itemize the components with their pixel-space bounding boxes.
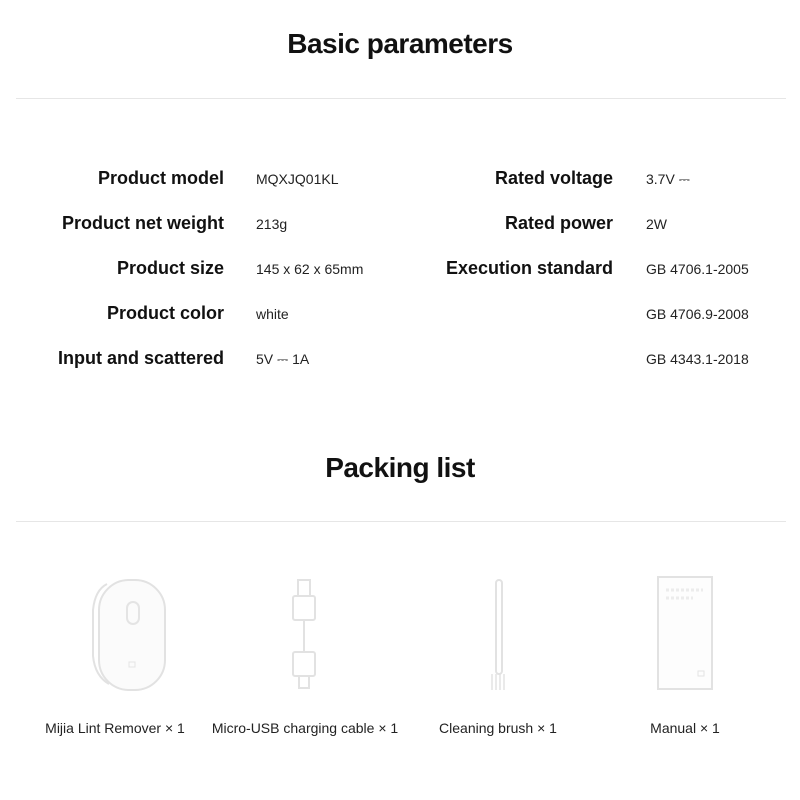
param-value-row <box>646 256 796 282</box>
param-label-row <box>420 166 613 192</box>
param-label: Product model <box>97 168 224 188</box>
param-label-row <box>420 211 613 237</box>
param-label-row <box>0 256 224 282</box>
param-value: 2W <box>646 216 667 232</box>
param-value-row <box>646 301 796 327</box>
divider <box>16 98 786 99</box>
param-label-row <box>0 211 224 237</box>
packing-item-usb-cable <box>205 560 405 760</box>
param-value: GB 4706.9-2008 <box>646 306 749 322</box>
manual-icon <box>585 560 785 710</box>
param-label: Rated power <box>504 213 613 233</box>
packing-item-label: Micro-USB charging cable × 1 <box>211 720 399 736</box>
param-value: GB 4343.1-2018 <box>646 351 749 367</box>
param-value: 5V ⎓ 1A <box>256 351 310 367</box>
packing-item-label: Mijia Lint Remover × 1 <box>45 720 185 736</box>
packing-item-label: Manual × 1 <box>650 720 720 736</box>
packing-item-manual <box>585 560 785 760</box>
cleaning-brush-icon <box>398 560 598 710</box>
packing-list-title: Packing list <box>325 452 475 483</box>
param-value: 3.7V ⎓ <box>646 171 690 187</box>
param-value-row <box>256 346 436 372</box>
param-label-row <box>0 346 224 372</box>
param-label: Product size <box>116 258 224 278</box>
param-label: Product color <box>106 303 224 323</box>
param-value-row <box>646 166 796 192</box>
basic-parameters-title: Basic parameters <box>287 28 513 59</box>
param-label-row <box>0 301 224 327</box>
param-value: GB 4706.1-2005 <box>646 261 749 277</box>
param-label-row <box>420 256 613 282</box>
param-label: Execution standard <box>445 258 613 278</box>
param-value-row <box>256 256 436 282</box>
param-label-row <box>0 166 224 192</box>
packing-item-lint-remover <box>15 560 215 760</box>
param-value: MQXJQ01KL <box>256 171 339 187</box>
param-value-row <box>646 346 796 372</box>
param-label: Product net weight <box>62 213 224 233</box>
packing-item-label: Cleaning brush × 1 <box>439 720 557 736</box>
param-value: white <box>256 306 289 322</box>
param-label: Input and scattered <box>57 348 224 368</box>
param-value-row <box>646 211 796 237</box>
usb-cable-icon <box>205 560 405 710</box>
param-value-row <box>256 211 436 237</box>
param-value-row <box>256 301 436 327</box>
divider <box>16 521 786 522</box>
lint-remover-icon <box>15 560 215 710</box>
packing-item-cleaning-brush <box>398 560 598 760</box>
param-value: 145 x 62 x 65mm <box>256 261 364 277</box>
param-value: 213g <box>256 216 288 232</box>
param-label: Rated voltage <box>494 168 613 188</box>
param-value-row <box>256 166 436 192</box>
